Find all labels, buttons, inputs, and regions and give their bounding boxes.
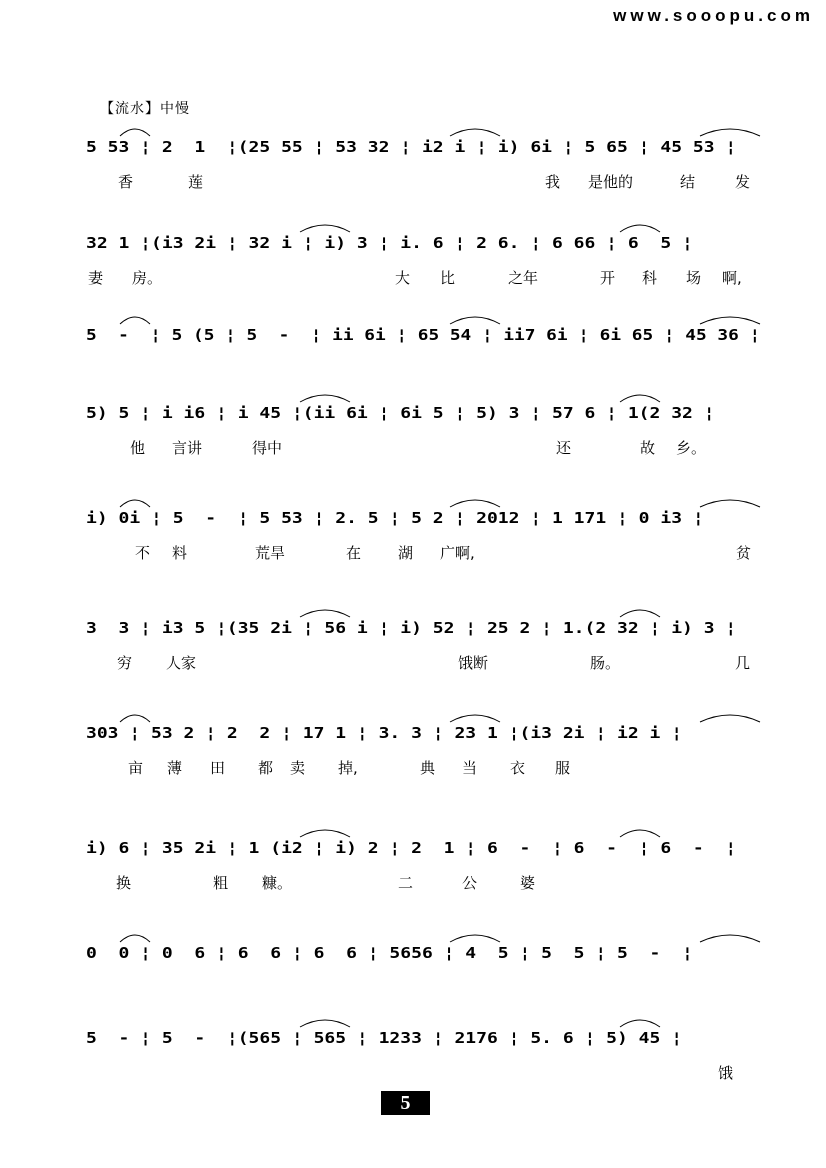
lyric-word: 广啊, bbox=[440, 544, 475, 562]
lyric-word: 场 bbox=[686, 269, 702, 287]
lyric-word: 啊, bbox=[722, 269, 742, 287]
notation-line: 5 53 ¦ 2 1 ¦(25 55 ¦ 53 32 ¦ i2 i ¦ i) 6i ¦ 5 65 ¦ 45 53 ¦ bbox=[86, 138, 737, 156]
lyric-word: 都 bbox=[258, 759, 274, 777]
slur-arc bbox=[700, 715, 760, 722]
lyric-word: 掉, bbox=[338, 759, 358, 777]
notation-line: 3 3 ¦ i3 5 ¦(35 2i ¦ 56 i ¦ i) 52 ¦ 25 2 ¦ 1.(2 32 ¦ i) 3 ¦ bbox=[86, 619, 737, 637]
score-system bbox=[0, 230, 826, 300]
lyric-word: 莲 bbox=[188, 173, 204, 191]
lyric-word: 开 bbox=[600, 269, 616, 287]
lyric-word: 香 bbox=[118, 173, 134, 191]
lyric-word: 料 bbox=[172, 544, 188, 562]
notation-line: i) 6 ¦ 35 2i ¦ 1 (i2 ¦ i) 2 ¦ 2 1 ¦ 6 - ¦ 6 - ¦ 6 - ¦ bbox=[86, 839, 737, 857]
score-system bbox=[0, 1025, 826, 1095]
lyric-word: 卖 bbox=[290, 759, 306, 777]
lyric-word: 典 bbox=[420, 759, 436, 777]
lyric-word: 公 bbox=[462, 874, 478, 892]
notation-line: 32 1 ¦(i3 2i ¦ 32 i ¦ i) 3 ¦ i. 6 ¦ 2 6. ¦ 6 66 ¦ 6 5 ¦ bbox=[86, 234, 693, 252]
lyric-word: 婆 bbox=[520, 874, 536, 892]
lyric-word: 房。 bbox=[132, 269, 163, 287]
lyric-word: 田 bbox=[210, 759, 226, 777]
lyric-word: 在 bbox=[346, 544, 362, 562]
lyrics-line bbox=[0, 1061, 826, 1085]
lyrics-line bbox=[0, 436, 826, 460]
score-system bbox=[0, 940, 826, 1010]
lyric-word: 二 bbox=[398, 874, 414, 892]
lyrics-line bbox=[0, 266, 826, 290]
lyric-word: 粗 bbox=[213, 874, 229, 892]
lyrics-line bbox=[0, 871, 826, 895]
lyric-word: 妻 bbox=[88, 269, 104, 287]
lyric-word: 服 bbox=[555, 759, 571, 777]
lyric-word: 穷 bbox=[117, 654, 133, 672]
score-system bbox=[0, 615, 826, 685]
score-system bbox=[0, 322, 826, 392]
score-system bbox=[0, 134, 826, 204]
lyric-word: 言讲 bbox=[172, 439, 203, 457]
lyric-word: 乡。 bbox=[676, 439, 707, 457]
score-system bbox=[0, 400, 826, 470]
lyric-word: 不 bbox=[135, 544, 151, 562]
notation-line: 5 - ¦ 5 (5 ¦ 5 - ¦ ii 6i ¦ 65 54 ¦ ii7 6i ¦ 6i 65 ¦ 45 36 ¦ bbox=[86, 326, 761, 344]
lyric-word: 大 bbox=[395, 269, 411, 287]
lyric-word: 几 bbox=[735, 654, 751, 672]
lyric-word: 饿断 bbox=[458, 654, 489, 672]
lyric-word: 湖 bbox=[398, 544, 414, 562]
score-system bbox=[0, 835, 826, 905]
lyrics-line bbox=[0, 541, 826, 565]
lyric-word: 亩 bbox=[128, 759, 144, 777]
notation-line: i) 0i ¦ 5 - ¦ 5 53 ¦ 2. 5 ¦ 5 2 ¦ 2012 ¦ 1 171 ¦ 0 i3 ¦ bbox=[86, 509, 704, 527]
lyric-word: 还 bbox=[556, 439, 572, 457]
notation-line: 303 ¦ 53 2 ¦ 2 2 ¦ 17 1 ¦ 3. 3 ¦ 23 1 ¦(i3 2i ¦ i2 i ¦ bbox=[86, 724, 683, 742]
tempo-marking: 【流水】中慢 bbox=[100, 101, 190, 117]
lyric-word: 是他的 bbox=[588, 173, 634, 191]
lyric-word: 糠。 bbox=[262, 874, 293, 892]
lyric-word: 故 bbox=[640, 439, 656, 457]
lyric-word: 薄 bbox=[167, 759, 183, 777]
page-number: 5 bbox=[381, 1091, 430, 1115]
lyrics-line bbox=[0, 756, 826, 780]
lyrics-line bbox=[0, 651, 826, 675]
slur-arc bbox=[700, 935, 760, 942]
lyric-word: 换 bbox=[116, 874, 132, 892]
lyric-word: 之年 bbox=[508, 269, 539, 287]
lyric-word: 比 bbox=[440, 269, 456, 287]
slur-arc bbox=[700, 500, 760, 507]
lyric-word: 发 bbox=[735, 173, 751, 191]
lyric-word: 肠。 bbox=[590, 654, 621, 672]
lyric-word: 饿 bbox=[718, 1064, 734, 1082]
site-watermark-url: www.sooopu.com bbox=[613, 6, 814, 25]
lyric-word: 结 bbox=[680, 173, 696, 191]
notation-line: 5 - ¦ 5 - ¦(565 ¦ 565 ¦ 1233 ¦ 2176 ¦ 5. 6 ¦ 5) 45 ¦ bbox=[86, 1029, 683, 1047]
notation-line: 5) 5 ¦ i i6 ¦ i 45 ¦(ii 6i ¦ 6i 5 ¦ 5) 3 ¦ 57 6 ¦ 1(2 32 ¦ bbox=[86, 404, 715, 422]
lyric-word: 当 bbox=[462, 759, 478, 777]
lyric-word: 他 bbox=[130, 439, 146, 457]
score-system bbox=[0, 720, 826, 790]
lyrics-line bbox=[0, 170, 826, 194]
lyric-word: 人家 bbox=[166, 654, 197, 672]
lyric-word: 衣 bbox=[510, 759, 526, 777]
lyric-word: 科 bbox=[642, 269, 658, 287]
lyric-word: 我 bbox=[545, 173, 561, 191]
lyric-word: 得中 bbox=[252, 439, 283, 457]
notation-line: 0 0 ¦ 0 6 ¦ 6 6 ¦ 6 6 ¦ 5656 ¦ 4 5 ¦ 5 5 ¦ 5 - ¦ bbox=[86, 944, 693, 962]
lyric-word: 荒旱 bbox=[255, 544, 286, 562]
score-system bbox=[0, 505, 826, 575]
lyric-word: 贫 bbox=[736, 544, 752, 562]
